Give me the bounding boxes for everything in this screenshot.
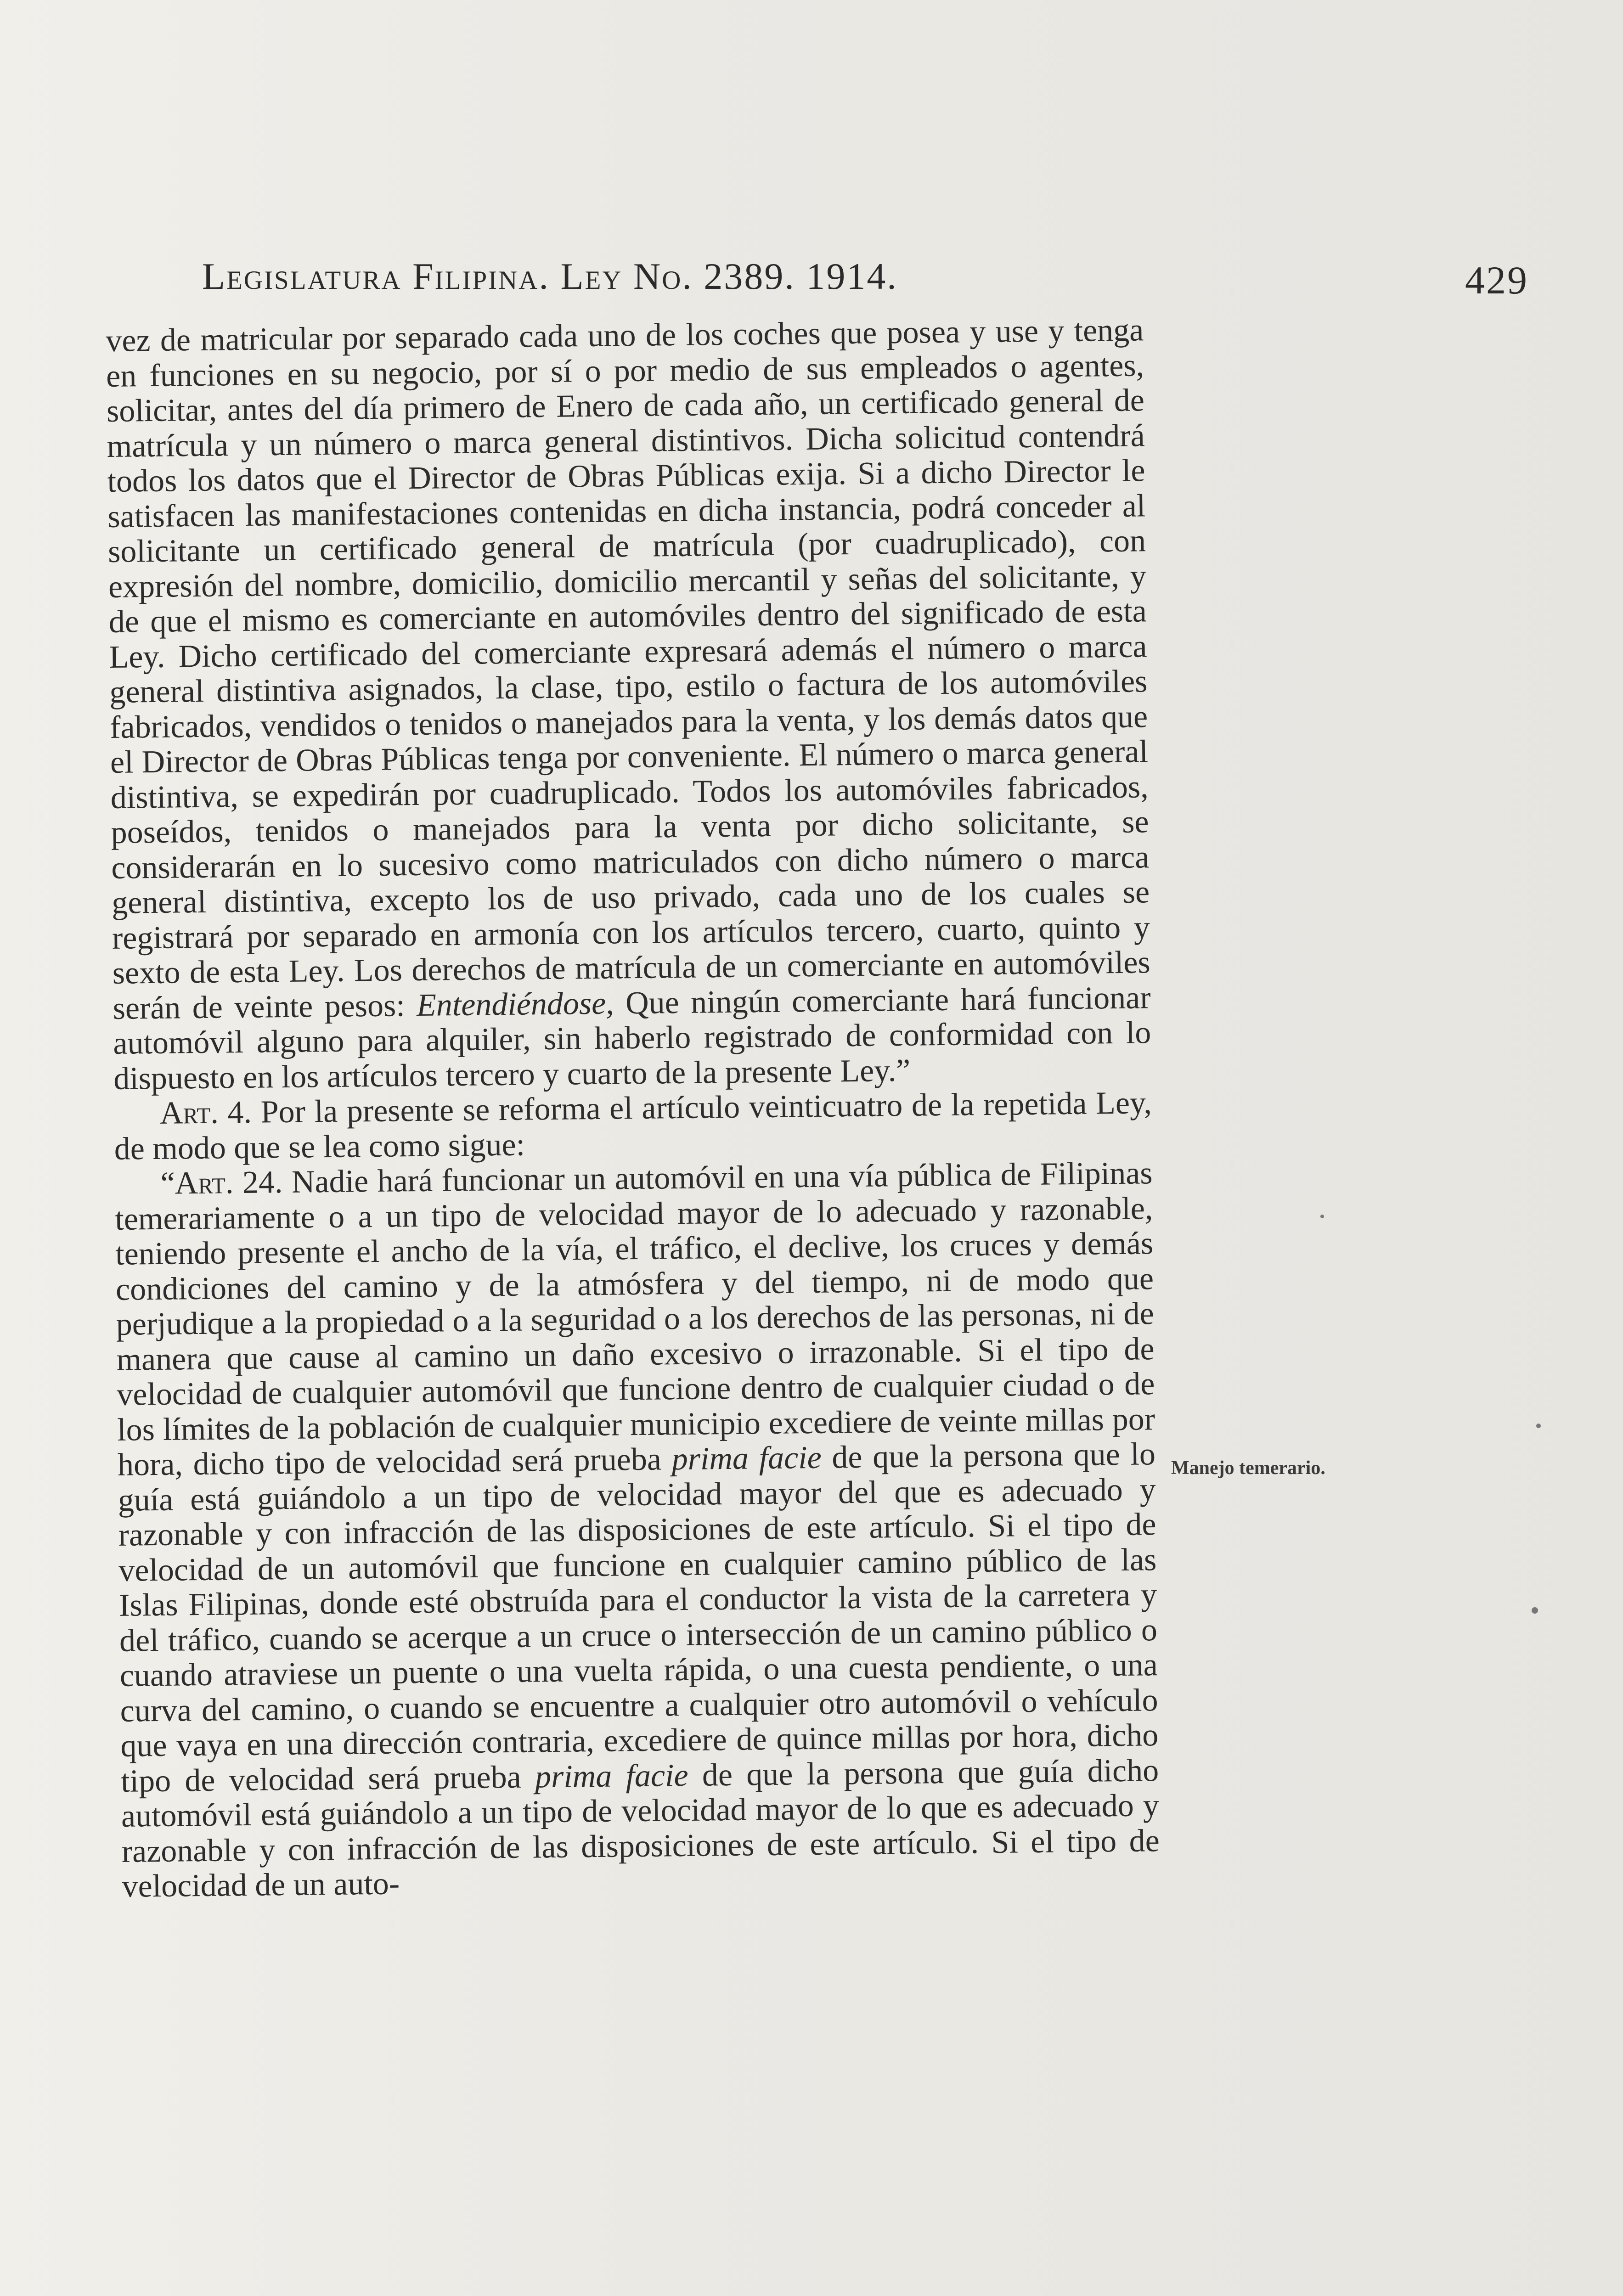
article-text: de que la persona que lo guía está guiándolo a un tipo de velocidad mayor del que es adecuado y razonable y con infracción de las disposiciones de este artículo. Si el tipo de velocidad de un automóvil que funcione en cualquier camino público de las Islas Filipinas, donde esté obstruída para el conductor la vista de la carretera y del tráfico, cuando se acerque a un cruce o intersección de un camino público o cuando atraviese un puente o una vuelta rápida, o una cuesta pendiente, o una curva del camino, o cuando se encuentre a cualquier otro automóvil o vehículo que vaya en una dirección contraria, excediere de quince millas por hora, dicho tipo de velocidad será prueba xyxy=(118,1436,1159,1799)
article-label: Art. 4. xyxy=(159,1094,252,1131)
body-text xyxy=(106,313,1160,1904)
article-label: “Art. 24. xyxy=(160,1165,283,1201)
scan-speck xyxy=(1532,1607,1538,1614)
scan-speck xyxy=(1320,1215,1324,1218)
paragraph-text: Que ningún comerciante hará funcionar automóvil alguno para alquiler, sin haberlo registrado de conformidad con lo dispuesto en los artículos tercero y cuarto de la presente Ley.” xyxy=(113,979,1151,1097)
article-24-paragraph xyxy=(114,1156,1160,1904)
italic-term: Entendiéndose, xyxy=(416,985,614,1023)
marginal-note: Manejo temerario. xyxy=(1171,1458,1325,1479)
italic-term: prima facie xyxy=(535,1757,688,1795)
article-4-paragraph xyxy=(114,1086,1152,1167)
scan-speck xyxy=(1536,1424,1541,1428)
italic-term: prima facie xyxy=(671,1440,822,1477)
paragraph-continuation xyxy=(106,313,1152,1097)
paragraph-text: vez de matricular por separado cada uno de los coches que posea y use y tenga en funciones en su negocio, por sí o por medio de sus empleados o agentes, solicitar, antes del día primero de Enero de cada año, un certificado general de matrícula y un número o marca general distintivos. Dicha solicitud contendrá todos los datos que el Director de Obras Públicas exija. Si a dicho Director le satisfacen las manifestaciones contenidas en dicha instancia, podrá conceder al solicitante un certificado general de matrícula (por cuadruplicado), con expresión del nombre, domicilio, domicilio mercantil y señas del solicitante, y de que el mismo es comerciante en automóviles dentro del significado de esta Ley. Dicho certificado del comerciante expresará además el número o marca general distintiva asignados, la clase, tipo, estilo o factura de los automóviles fabricados, vendidos o tenidos o manejados para la venta, y los demás datos que el Director de Obras Públicas tenga por conveniente. El número o marca general distintiva, se expedirán por cuadruplicado. Todos los automóviles fabricados, poseídos, tenidos o manejados para la venta por dicho solicitante, se considerarán en lo sucesivo como matriculados con dicho número o marca general distintiva, excepto los de uso privado, cada uno de los cuales se registrará por separado en armonía con los artículos tercero, cuarto, quinto y sexto de esta Ley. Los derechos de matrícula de un comerciante en automóviles serán de veinte pesos: xyxy=(105,312,1151,1026)
page-number: 429 xyxy=(1465,258,1528,302)
article-text: Nadie hará funcionar un automóvil en una vía pública de Filipinas temerariamente o a un tipo de velocidad mayor de lo adecuado y razonable, teniendo presente el ancho de la vía, el tráfico, el declive, los cruces y demás condiciones del camino y de la atmósfera y del tiempo, ni de modo que perjudique a la propiedad o a la seguridad o a los derechos de las personas, ni de manera que cause al camino un daño excesivo o irrazonable. Si el tipo de velocidad de cualquier automóvil que funcione dentro de cualquier ciudad o de los límites de la población de cualquier municipio excediere de veinte millas por hora, dicho tipo de velocidad será prueba xyxy=(115,1155,1155,1483)
article-text: Por la presente se reforma el artículo veinticuatro de la repetida Ley, de modo que se lea como sigue: xyxy=(114,1085,1152,1167)
page-header xyxy=(193,248,1528,302)
article-text: de que la persona que guía dicho automóvil está guiándolo a un tipo de velocidad mayor de lo que es adecuado y razonable y con infracción de las disposiciones de este artículo. Si el tipo de velocidad de un auto- xyxy=(121,1752,1160,1904)
running-title: Legislatura Filipina. Ley No. 2389. 1914. xyxy=(202,255,898,297)
